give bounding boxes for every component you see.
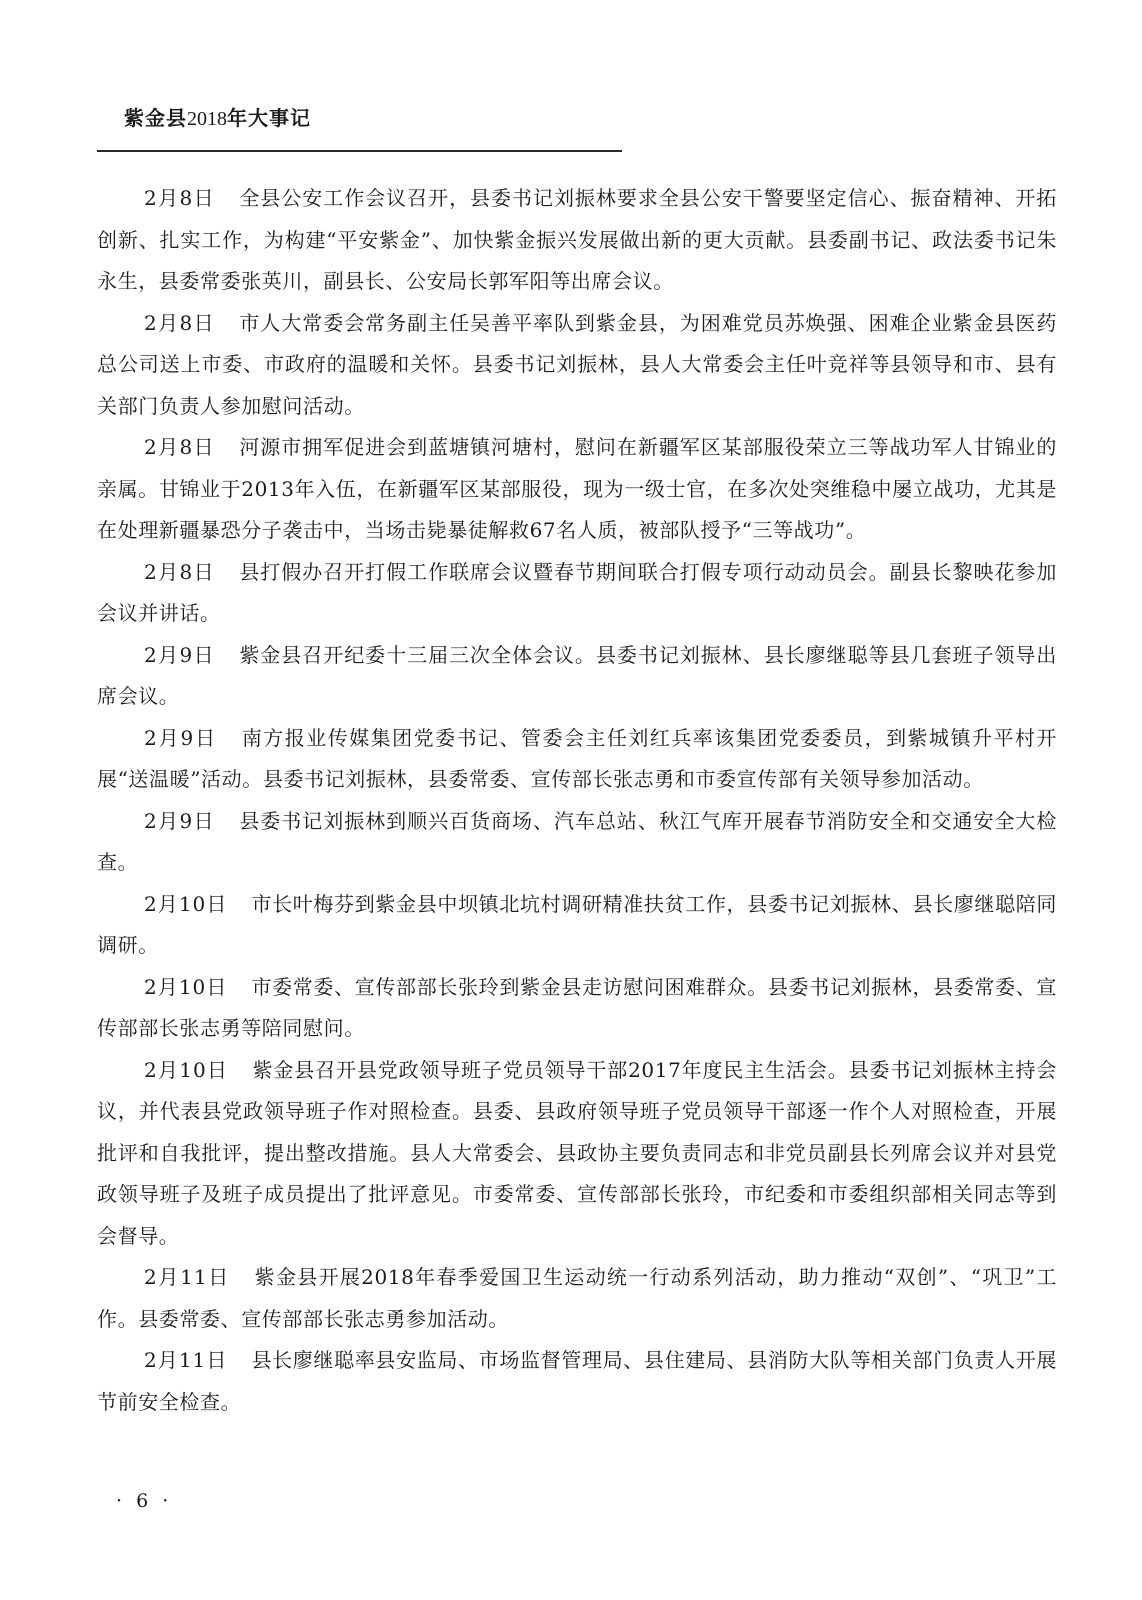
chronicle-entry: [97, 1340, 1057, 1423]
entry-date: 2月10日: [144, 891, 228, 916]
chronicle-entry: [97, 178, 1057, 303]
running-head: [124, 102, 311, 131]
chronicle-entry: [97, 967, 1057, 1050]
page-number: · 6 ·: [116, 1490, 173, 1512]
chronicle-entry: [97, 552, 1057, 635]
entry-text: 南方报业传媒集团党委书记、管委会主任刘红兵率该集团党委委员，到紫城镇升平村开展“送温暖”活动。县委书记刘振林，县委常委、宣传部长张志勇和市委宣传部有关领导参加活动。: [97, 725, 1057, 791]
chronicle-entry: [97, 718, 1057, 801]
running-head-suffix: 年大事记: [227, 106, 311, 130]
entry-text: 市人大常委会常务副主任吴善平率队到紫金县，为困难党员苏焕强、困难企业紫金县医药总公司送上市委、市政府的温暖和关怀。县委书记刘振林，县人大常委会主任叶竞祥等县领导和市、县有关部门负责人参加慰问活动。: [97, 310, 1057, 418]
entry-text: 市委常委、宣传部部长张玲到紫金县走访慰问困难群众。县委书记刘振林，县委常委、宣传部部长张志勇等陪同慰问。: [97, 974, 1057, 1040]
entry-date: 2月11日: [144, 1265, 230, 1289]
chronicle-entry: [97, 635, 1057, 718]
running-head-year: 2018: [187, 108, 227, 130]
entry-date: 2月11日: [144, 1348, 228, 1372]
entry-text: 市长叶梅芬到紫金县中坝镇北坑村调研精准扶贫工作，县委书记刘振林、县长廖继聪陪同调研。: [97, 891, 1057, 957]
entry-date: 2月9日: [144, 808, 215, 833]
entry-text: 县打假办召开打假工作联席会议暨春节期间联合打假专项行动动员会。副县长黎映花参加会议并讲话。: [97, 559, 1057, 625]
entry-date: 2月8日: [144, 435, 215, 459]
entry-date: 2月9日: [144, 642, 215, 667]
entry-date: 2月8日: [144, 559, 215, 584]
entry-text: 紫金县召开县党政领导班子党员领导干部2017年度民主生活会。县委书记刘振林主持会议，并代表县党政领导班子作对照检查。县委、县政府领导班子党员领导干部逐一作个人对照检查，开展批评和自我批评，提出整改措施。县人大常委会、县政协主要负责同志和非党员副县长列席会议并对县党政领导班子及班子成员提出了批评意见。市委常委、宣传部部长张玲，市纪委和市委组织部相关同志等到会督导。: [97, 1057, 1057, 1248]
chronicle-entry: [97, 801, 1057, 884]
entry-date: 2月8日: [144, 310, 215, 335]
entry-text: 紫金县开展2018年春季爱国卫生运动统一行动系列活动，助力推动“双创”、“巩卫”工作。县委常委、宣传部部长张志勇参加活动。: [97, 1265, 1057, 1331]
entry-date: 2月10日: [144, 1057, 229, 1082]
entry-text: 河源市拥军促进会到蓝塘镇河塘村，慰问在新疆军区某部服役荣立三等战功军人甘锦业的亲属。甘锦业于2013年入伍，在新疆军区某部服役，现为一级士官，在多次处突维稳中屡立战功，尤其是在处理新疆暴恐分子袭击中，当场击毙暴徒解救67名人质，被部队授予“三等战功”。: [97, 435, 1057, 542]
entry-text: 县长廖继聪率县安监局、市场监督管理局、县住建局、县消防大队等相关部门负责人开展节前安全检查。: [97, 1348, 1057, 1414]
running-head-prefix: 紫金县: [124, 106, 187, 130]
entry-text: 紫金县召开纪委十三届三次全体会议。县委书记刘振林、县长廖继聪等县几套班子领导出席会议。: [97, 642, 1057, 708]
entry-date: 2月8日: [144, 186, 215, 210]
entry-text: 县委书记刘振林到顺兴百货商场、汽车总站、秋江气库开展春节消防安全和交通安全大检查。: [97, 808, 1057, 874]
entry-text: 全县公安工作会议召开，县委书记刘振林要求全县公安干警要坚定信心、振奋精神、开拓创新、扎实工作，为构建“平安紫金”、加快紫金振兴发展做出新的更大贡献。县委副书记、政法委书记朱永生，县委常委张英川，副县长、公安局长郭军阳等出席会议。: [97, 186, 1057, 293]
entry-date: 2月9日: [144, 725, 217, 750]
entry-date: 2月10日: [144, 974, 228, 999]
chronicle-entry: [97, 303, 1057, 428]
chronicle-entries: [97, 178, 1057, 1423]
chronicle-entry: [97, 884, 1057, 967]
chronicle-entry: [97, 1257, 1057, 1340]
chronicle-entry: [97, 1050, 1057, 1258]
header-rule: [97, 150, 622, 152]
chronicle-entry: [97, 427, 1057, 552]
